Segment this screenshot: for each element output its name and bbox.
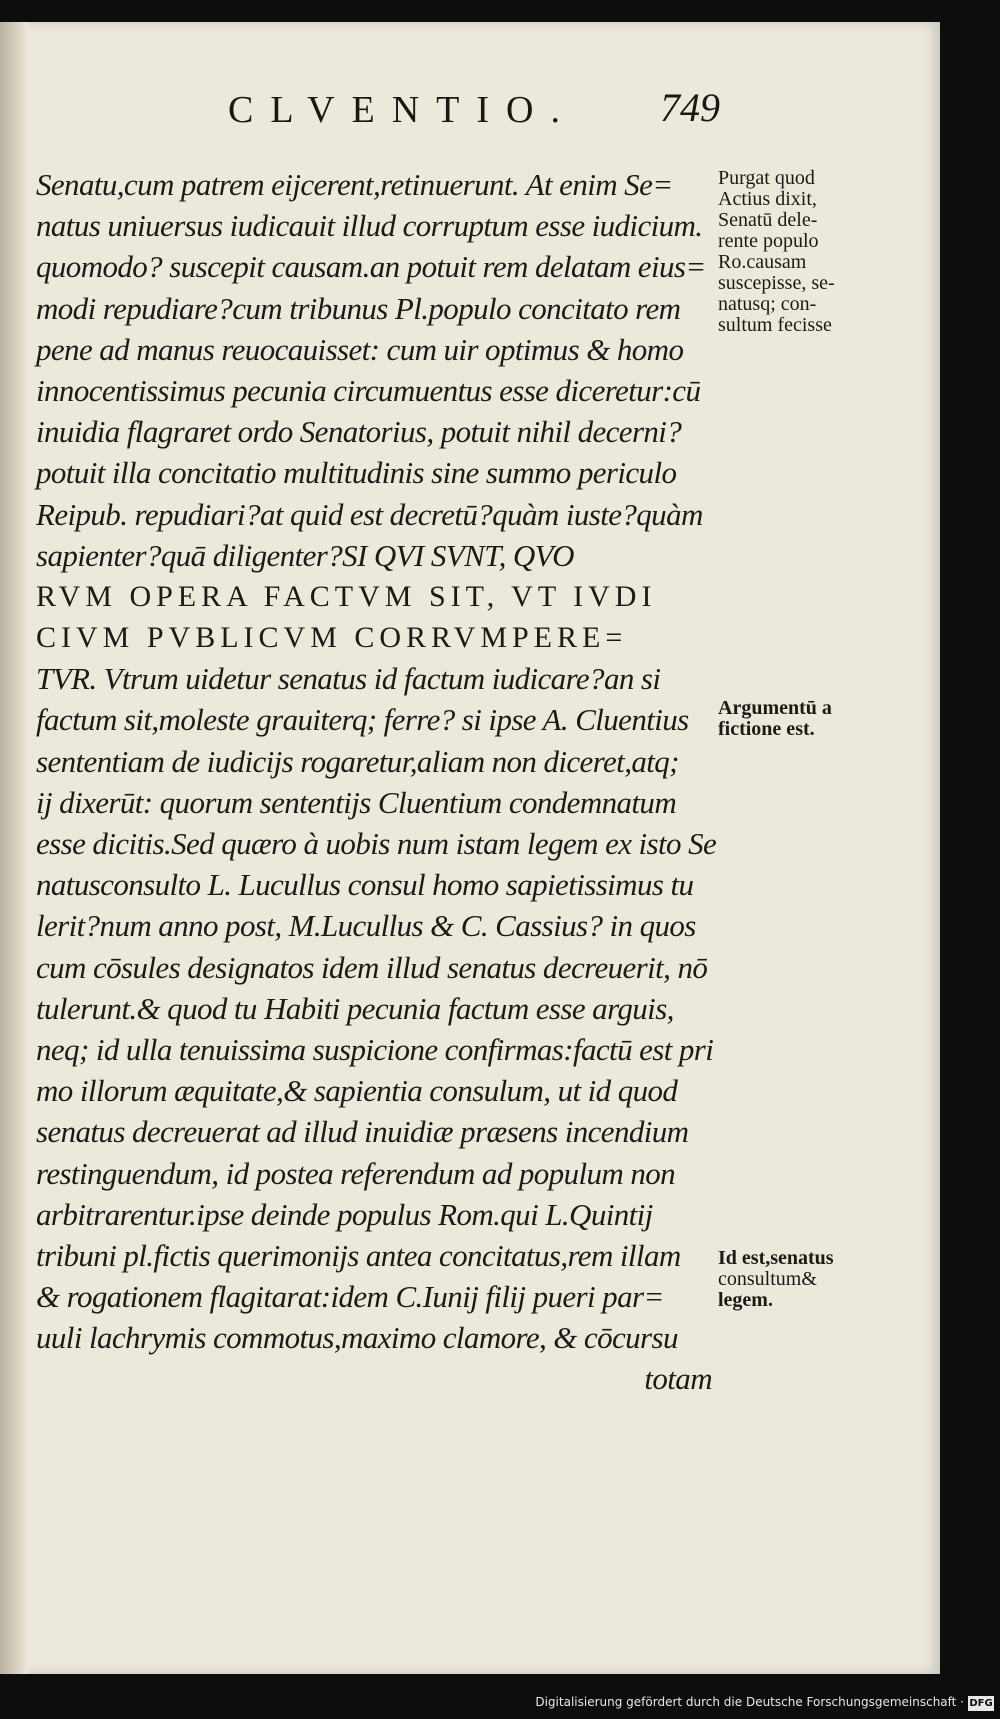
marginal-note-line: consultum& — [718, 1268, 817, 1290]
text-line: tribuni pl.fictis querimonijs antea concitatus,rem illam — [36, 1237, 681, 1273]
marginal-note-line: Purgat quod — [718, 167, 815, 189]
text-line: tulerunt.& quod tu Habiti pecunia factum esse arguis, — [36, 990, 674, 1026]
marginal-note-line: suscepisse, se- — [718, 272, 835, 294]
text-line: ij dixerūt: quorum sententijs Cluentium condemnatum — [36, 784, 677, 820]
text-line: factum sit,moleste grauiterq; ferre? si ipse A. Cluentius — [36, 702, 689, 738]
text-line: lerit?num anno post, M.Lucullus & C. Cassius? in quos — [36, 908, 696, 944]
text-line: CIVM PVBLICVM CORRVMPERE= — [36, 621, 628, 655]
text-line: esse dicitis.Sed quæro à uobis num istam legem ex isto Se — [36, 826, 717, 861]
marginal-note-2 — [718, 698, 868, 740]
text-line: cum cōsules designatos idem illud senatus decreuerit, nō — [36, 949, 708, 985]
text-line: sapienter?quā diligenter?SI QVI SVNT, QVO — [36, 537, 574, 573]
marginal-note-line: Argumentū a — [718, 697, 832, 719]
footer-bar — [0, 1674, 1000, 1719]
text-line: quomodo? suscepit causam.an potuit rem delatam eius= — [36, 249, 706, 285]
text-line: natus uniuersus iudicauit illud corruptum esse iudicium. — [36, 208, 703, 244]
text-line: innocentissimus pecunia circumuentus esse diceretur:cū — [36, 372, 701, 408]
text-line: modi repudiare?cum tribunus Pl.populo concitato rem — [36, 290, 681, 326]
text-line: restinguendum, id postea referendum ad populum non — [36, 1155, 676, 1191]
text-line: TVR. Vtrum uidetur senatus id factum iudicare?an si — [36, 661, 661, 697]
page-header — [200, 85, 720, 138]
text-line: sententiam de iudicijs rogaretur,aliam non diceret,atq; — [36, 743, 679, 779]
main-text-block — [36, 164, 717, 1400]
catchword: totam — [644, 1361, 712, 1397]
text-line: mo illorum æquitate,& sapientia consulum, ut id quod — [36, 1073, 678, 1109]
marginal-note-line: Id est,senatus — [718, 1247, 834, 1269]
marginal-note-line: Senatū dele- — [718, 209, 818, 231]
page-gutter — [0, 22, 28, 1674]
text-line: Reipub. repudiari?at quid est decretū?quàm iuste?quàm — [36, 496, 703, 532]
running-title: CLVENTIO. — [228, 89, 577, 131]
text-line: senatus decreuerat ad illud inuidiæ præsens incendium — [36, 1114, 689, 1150]
text-line: inuidia flagraret ordo Senatorius, potuit nihil decerni? — [36, 414, 682, 450]
text-line: uuli lachrymis commotus,maximo clamore, & cōcursu — [36, 1320, 678, 1356]
text-line: arbitrarentur.ipse deinde populus Rom.qui L.Quintij — [36, 1196, 653, 1232]
text-line: natusconsulto L. Lucullus consul homo sapietissimus tu — [36, 867, 694, 903]
funding-credit: Digitalisierung gefördert durch die Deutsche Forschungsgemeinschaft · — [535, 1695, 964, 1709]
marginal-note-line: Ro.causam — [718, 251, 807, 273]
marginal-note-line: Actius dixit, — [718, 188, 817, 210]
marginal-note-3 — [718, 1248, 868, 1311]
marginal-note-line: legem. — [718, 1289, 773, 1311]
page-number: 749 — [660, 85, 720, 130]
text-line: potuit illa concitatio multitudinis sine summo periculo — [36, 455, 677, 491]
text-line: pene ad manus reuocauisset: cum uir optimus & homo — [36, 331, 684, 367]
marginal-note-line: rente populo — [718, 230, 819, 252]
marginal-note-line: sultum fecisse — [718, 314, 832, 336]
book-page — [0, 22, 940, 1674]
marginal-note-line: fictione est. — [718, 718, 815, 740]
text-line: neq; id ulla tenuissima suspicione confirmas:factū est pri — [36, 1031, 714, 1067]
text-line: & rogationem flagitarat:idem C.Iunij filij pueri par= — [36, 1279, 664, 1315]
text-line: RVM OPERA FACTVM SIT, VT IVDI — [36, 579, 657, 613]
text-line: Senatu,cum patrem eijcerent,retinuerunt. At enim Se= — [36, 167, 673, 202]
dfg-logo: DFG — [969, 1698, 993, 1709]
marginal-note-1 — [718, 168, 868, 336]
marginal-note-line: natusq; con- — [718, 293, 817, 315]
